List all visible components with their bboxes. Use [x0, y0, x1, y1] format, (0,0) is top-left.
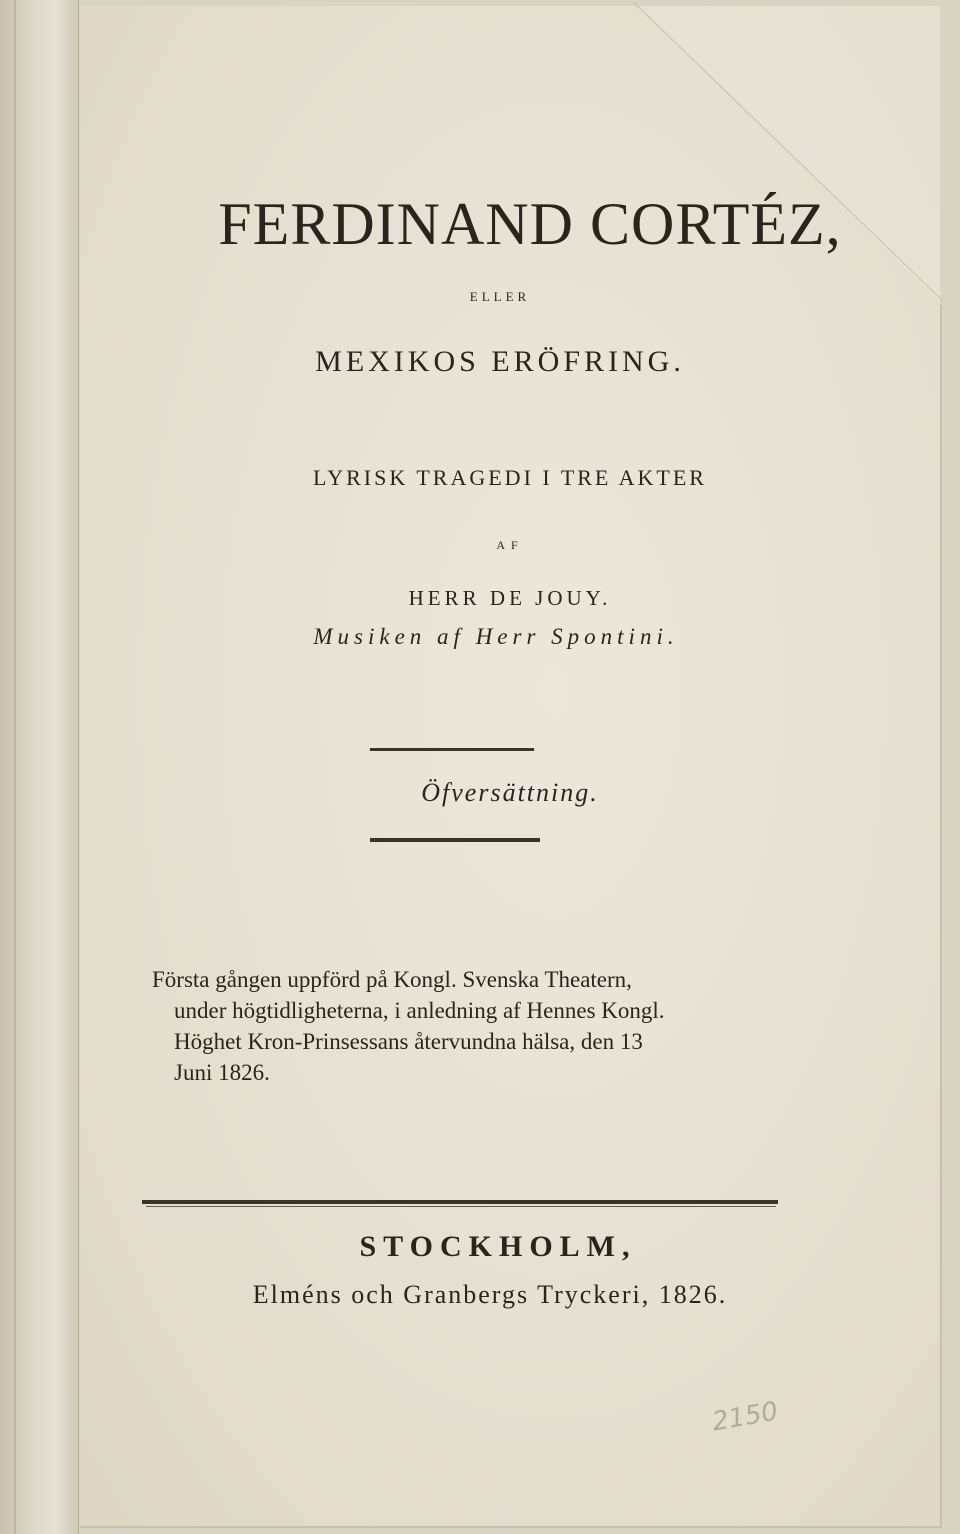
performance-note — [152, 964, 792, 1088]
book-title: FERDINAND CORTÉZ, — [218, 191, 842, 257]
by-line: AF — [496, 538, 524, 552]
divider-rule-bottom — [370, 838, 540, 842]
divider-rule-top — [370, 748, 534, 751]
translation-label: Öfversättning. — [421, 778, 599, 807]
imprint-rule-thin — [146, 1206, 776, 1207]
note-line: Första gången uppförd på Kongl. Svenska Theatern, — [152, 967, 632, 992]
imprint-rule — [142, 1200, 778, 1204]
pencil-inventory-mark: 2150 — [709, 1396, 781, 1438]
title-connector: ELLER — [469, 289, 531, 304]
genre-line: LYRISK TRAGEDI I TRE AKTER — [313, 465, 707, 490]
note-line: Juni 1826. — [174, 1060, 270, 1085]
note-line: Höghet Kron-Prinsessans återvundna hälsa, den 13 — [174, 1029, 643, 1054]
author-name: HERR DE JOUY. — [408, 586, 612, 610]
note-line: under högtidligheterna, i anledning af Hennes Kongl. — [174, 998, 665, 1023]
music-credit: Musiken af Herr Spontini. — [313, 624, 679, 649]
book-subtitle: MEXIKOS ERÖFRING. — [315, 345, 685, 378]
imprint-printer: Elméns och Granbergs Tryckeri, 1826. — [252, 1280, 728, 1309]
imprint-city: STOCKHOLM, — [359, 1230, 637, 1263]
